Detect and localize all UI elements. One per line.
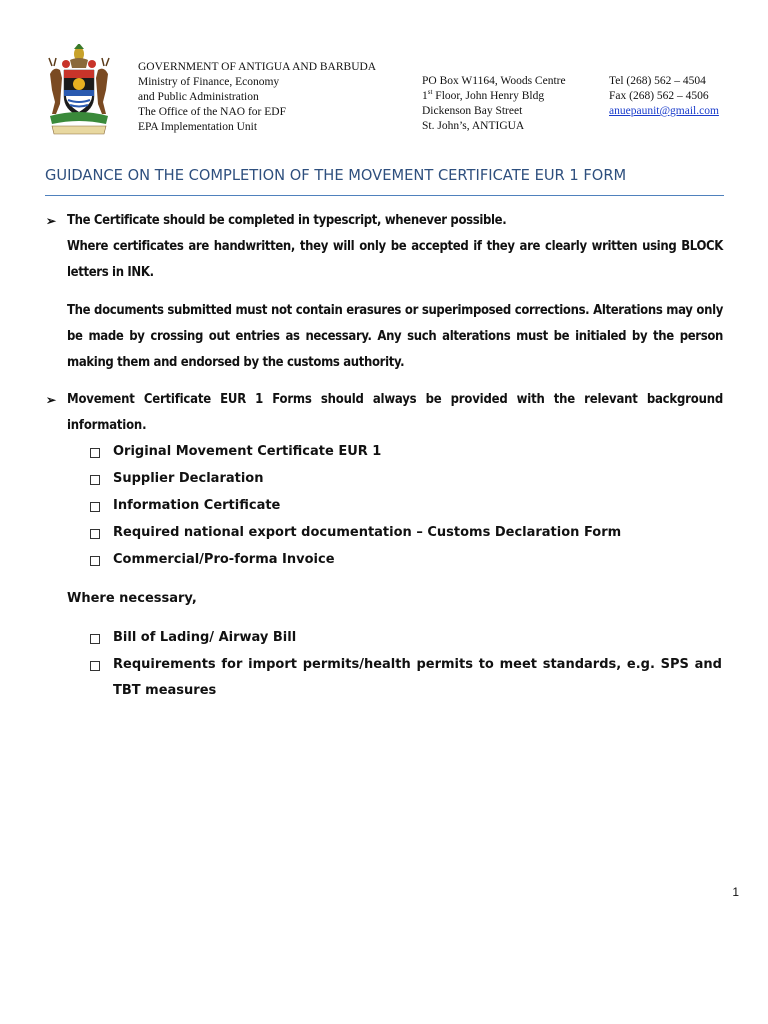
arrow-bullet-icon: ➢ [46, 393, 57, 407]
header-address [422, 74, 566, 134]
address-line [422, 89, 566, 104]
tel-line: Tel (268) 562 – 4504 [609, 75, 706, 87]
list-item: Supplier Declaration [113, 471, 264, 486]
checkbox-icon [90, 661, 100, 671]
checkbox-icon [90, 529, 100, 539]
address-floor-rest: Floor, John Henry Bldg [432, 90, 545, 102]
checkbox-icon [90, 634, 100, 644]
address-floor-sup: st [427, 88, 433, 97]
section1-line1: The Certificate should be completed in typescript, whenever possible. [67, 213, 507, 228]
org-line: The Office of the NAO for EDF [138, 106, 286, 118]
list-item: Requirements for import permits/health permits to meet standards, e.g. SPS and TBT measures [113, 657, 722, 698]
header-organization [138, 60, 376, 135]
checkbox-icon [90, 502, 100, 512]
address-line: St. John’s, ANTIGUA [422, 120, 525, 132]
list-item: Bill of Lading/ Airway Bill [113, 630, 297, 645]
list-item: Information Certificate [113, 498, 281, 513]
org-line: GOVERNMENT OF ANTIGUA AND BARBUDA [138, 61, 377, 73]
coat-of-arms-logo [46, 44, 112, 136]
list-item: Original Movement Certificate EUR 1 [113, 444, 382, 459]
where-necessary-label: Where necessary, [67, 591, 197, 606]
address-floor-number: 1 [422, 90, 428, 102]
arrow-bullet-icon: ➢ [46, 214, 57, 228]
org-line: Ministry of Finance, Economy [138, 76, 280, 88]
document-title: GUIDANCE ON THE COMPLETION OF THE MOVEMENT CERTIFICATE EUR 1 FORM [45, 166, 627, 184]
address-line: Dickenson Bay Street [422, 105, 523, 117]
section2-intro: Movement Certificate EUR 1 Forms should always be provided with the relevant background information. [67, 392, 723, 433]
list-item: Required national export documentation – Customs Declaration Form [113, 525, 622, 540]
title-rule [45, 195, 724, 196]
checkbox-icon [90, 475, 100, 485]
section1-line2: Where certificates are handwritten, they will only be accepted if they are clearly written using BLOCK letters in INK. [67, 239, 723, 280]
email-link[interactable]: anuepaunit@gmail.com [609, 105, 719, 117]
section1-paragraph2: The documents submitted must not contain erasures or superimposed corrections. Alterations may only be made by crossing out entries as necessary. Any such alterations must be initialed by the person making them and endorsed by the customs authority. [67, 303, 723, 370]
fax-line: Fax (268) 562 – 4506 [609, 90, 709, 102]
checkbox-icon [90, 556, 100, 566]
org-line: EPA Implementation Unit [138, 121, 258, 133]
org-line: and Public Administration [138, 91, 259, 103]
page-number: 1 [732, 885, 739, 899]
header-contact [609, 74, 719, 119]
address-line: PO Box W1164, Woods Centre [422, 75, 566, 87]
list-item: Commercial/Pro-forma Invoice [113, 552, 335, 567]
checkbox-icon [90, 448, 100, 458]
